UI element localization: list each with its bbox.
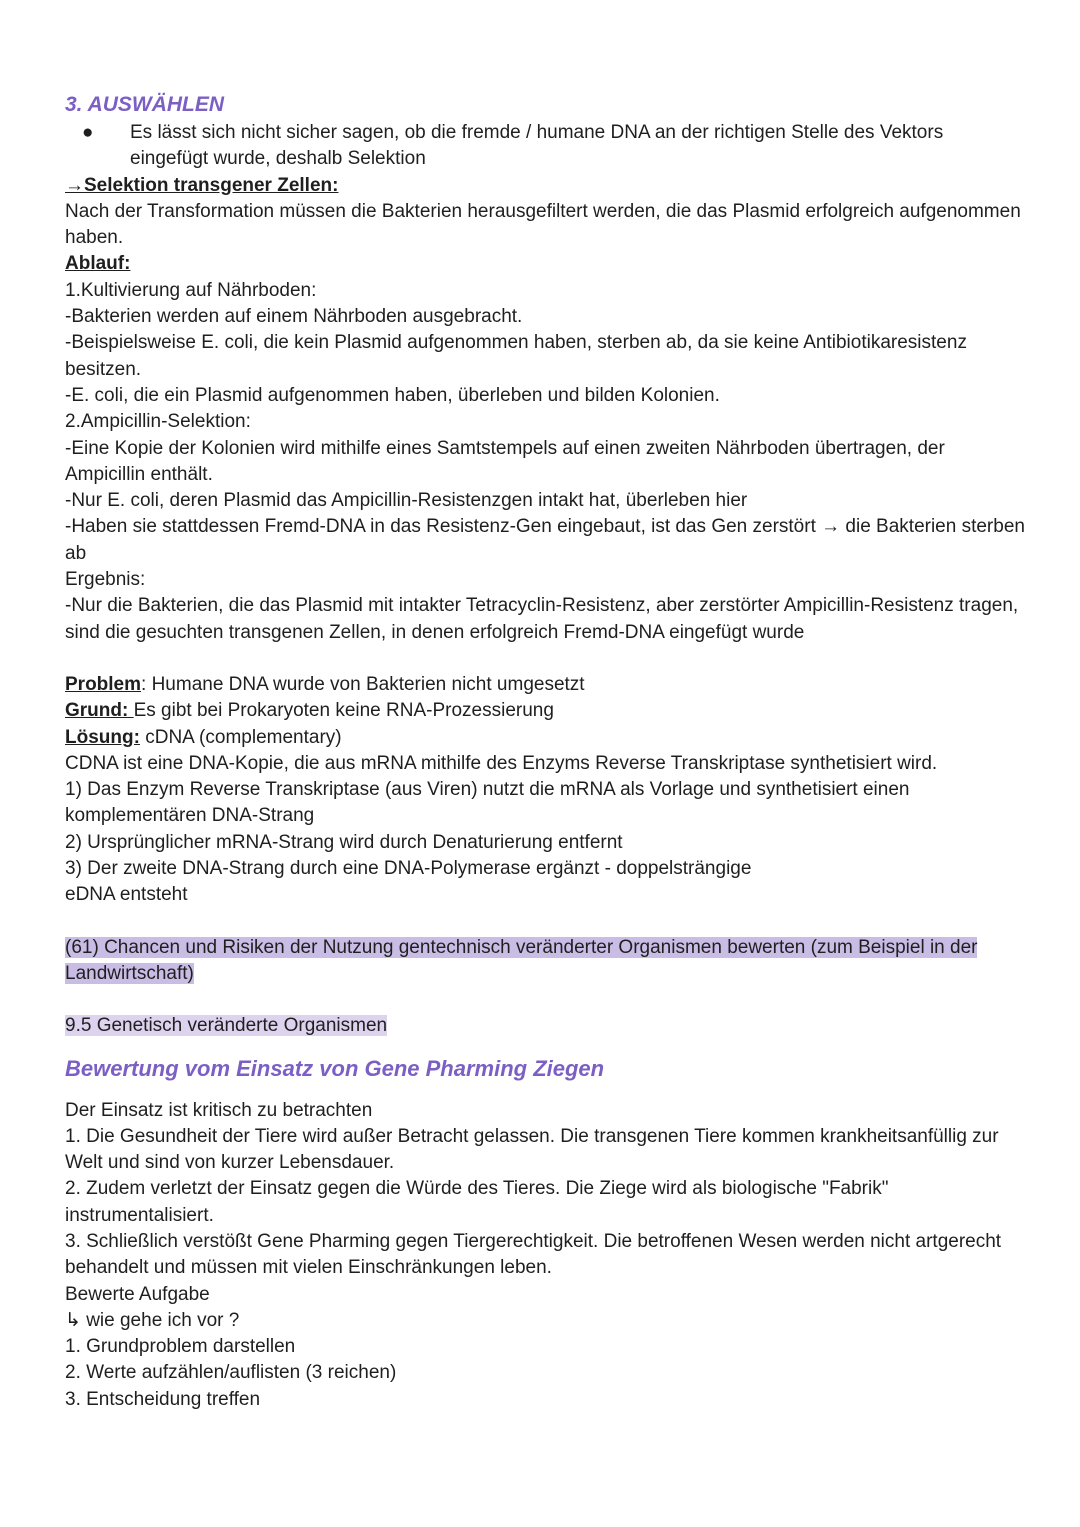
result-label: Ergebnis: [65,569,146,591]
bewertung-heading: Bewertung vom Einsatz von Gene Pharming Ziegen [65,1055,605,1081]
problem-text: : Humane DNA wurde von Bakterien nicht umgesetzt [141,673,585,695]
step-line: -Bakterien werden auf einem Nährboden ausgebracht. [65,306,523,328]
step-line: -Beispielsweise E. coli, die kein Plasmid aufgenommen haben, sterben ab, da sie keine Antibiotikaresistenz besitzen. [65,332,967,380]
competence-highlight [65,935,1025,988]
cdna-line: eDNA entsteht [65,884,188,906]
bewertung-line: Der Einsatz ist kritisch zu betrachten [65,1099,373,1121]
selection-intro: Nach der Transformation müssen die Bakterien herausgefiltert werden, die das Plasmid erfolgreich aufgenommen haben. [65,200,1021,249]
loesung-line [65,725,1025,751]
cdna-line: 3) Der zweite DNA-Strang durch eine DNA-Polymerase ergänzt - doppelsträngige [65,858,752,880]
chapter-highlight [65,1013,1025,1039]
spacer [65,909,1025,935]
cdna-line: 2) Ursprünglicher mRNA-Strang wird durch Denaturierung entfernt [65,831,623,853]
bewertung-line: 2. Zudem verletzt der Einsatz gegen die Würde des Tieres. Die Ziege wird als biologische "Fabrik" instrumentalisiert. [65,1178,889,1226]
chapter-text: 9.5 Genetisch veränderte Organismen [65,1015,388,1037]
ablauf-label: Ablauf: [65,253,131,275]
step-line: -E. coli, die ein Plasmid aufgenommen haben, überleben und bilden Kolonien. [65,384,720,406]
selection-heading: →Selektion transgener Zellen: [65,174,339,196]
grund-label: Grund: [65,700,134,722]
section-heading: 3. AUSWÄHLEN [65,93,225,116]
spacer [65,987,1025,1013]
step-line: -Nur E. coli, deren Plasmid das Ampicillin-Resistenzgen intakt hat, überleben hier [65,490,748,512]
cdna-line: 1) Das Enzym Reverse Transkriptase (aus Viren) nutzt die mRNA als Vorlage und synthetisiert einen komplementären DNA-Strang [65,779,910,827]
loesung-text: cDNA (complementary) [139,726,342,748]
problem-line [65,672,1025,698]
step-line: 2.Ampicillin-Selektion: [65,411,251,433]
competence-text: (61) Chancen und Risiken der Nutzung gentechnisch veränderter Organismen bewerten (zum Beispiel in der Landwirtschaft) [65,936,978,984]
bewertung-line: 1. Grundproblem darstellen [65,1336,296,1358]
bewertung-line: ↳ wie gehe ich vor ? [65,1309,240,1331]
bewertung-line: 1. Die Gesundheit der Tiere wird außer Betracht gelassen. Die transgenen Tiere kommen krankheitsanfüllig zur Welt und sind von kurzer Lebensdauer. [65,1125,999,1174]
step-line: -Eine Kopie der Kolonien wird mithilfe eines Samtstempels auf einen zweiten Nährboden übertragen, der Ampicillin enthält. [65,437,945,485]
loesung-label: Lösung: [65,726,140,748]
bewertung-line: 2. Werte aufzählen/auflisten (3 reichen) [65,1362,397,1384]
bewertung-line: 3. Entscheidung treffen [65,1388,261,1410]
bewertung-line: 3. Schließlich verstößt Gene Pharming gegen Tiergerechtigkeit. Die betroffenen Wesen werden nicht artgerecht behandelt und müssen mit vielen Einschränkungen leben. [65,1230,1002,1279]
grund-text: Es gibt bei Prokaryoten keine RNA-Prozessierung [133,700,554,722]
bullet-text: Es lässt sich nicht sicher sagen, ob die fremde / humane DNA an der richtigen Stelle des Vektors eingefügt wurde, deshalb Selektion [130,122,944,170]
bullet-item [65,120,1025,173]
cdna-line: CDNA ist eine DNA-Kopie, die aus mRNA mithilfe des Enzyms Reverse Transkriptase synthetisiert wird. [65,752,938,774]
document-page [65,90,1025,1413]
step-line: -Haben sie stattdessen Fremd-DNA in das Resistenz-Gen eingebaut, ist das Gen zerstört → die Bakterien sterben ab [65,516,1025,564]
problem-label: Problem [65,673,142,695]
spacer [65,646,1025,672]
grund-line [65,698,1025,724]
result-text: -Nur die Bakterien, die das Plasmid mit intakter Tetracyclin-Resistenz, aber zerstörter Ampicillin-Resistenz tragen, sind die gesuchten transgenen Zellen, in denen erfolgreich Fremd-DNA eingefügt wurde [65,595,1019,643]
bewertung-line: Bewerte Aufgabe [65,1283,210,1305]
step-line: 1.Kultivierung auf Nährboden: [65,279,317,301]
bullet-dot-icon: ● [82,122,94,143]
